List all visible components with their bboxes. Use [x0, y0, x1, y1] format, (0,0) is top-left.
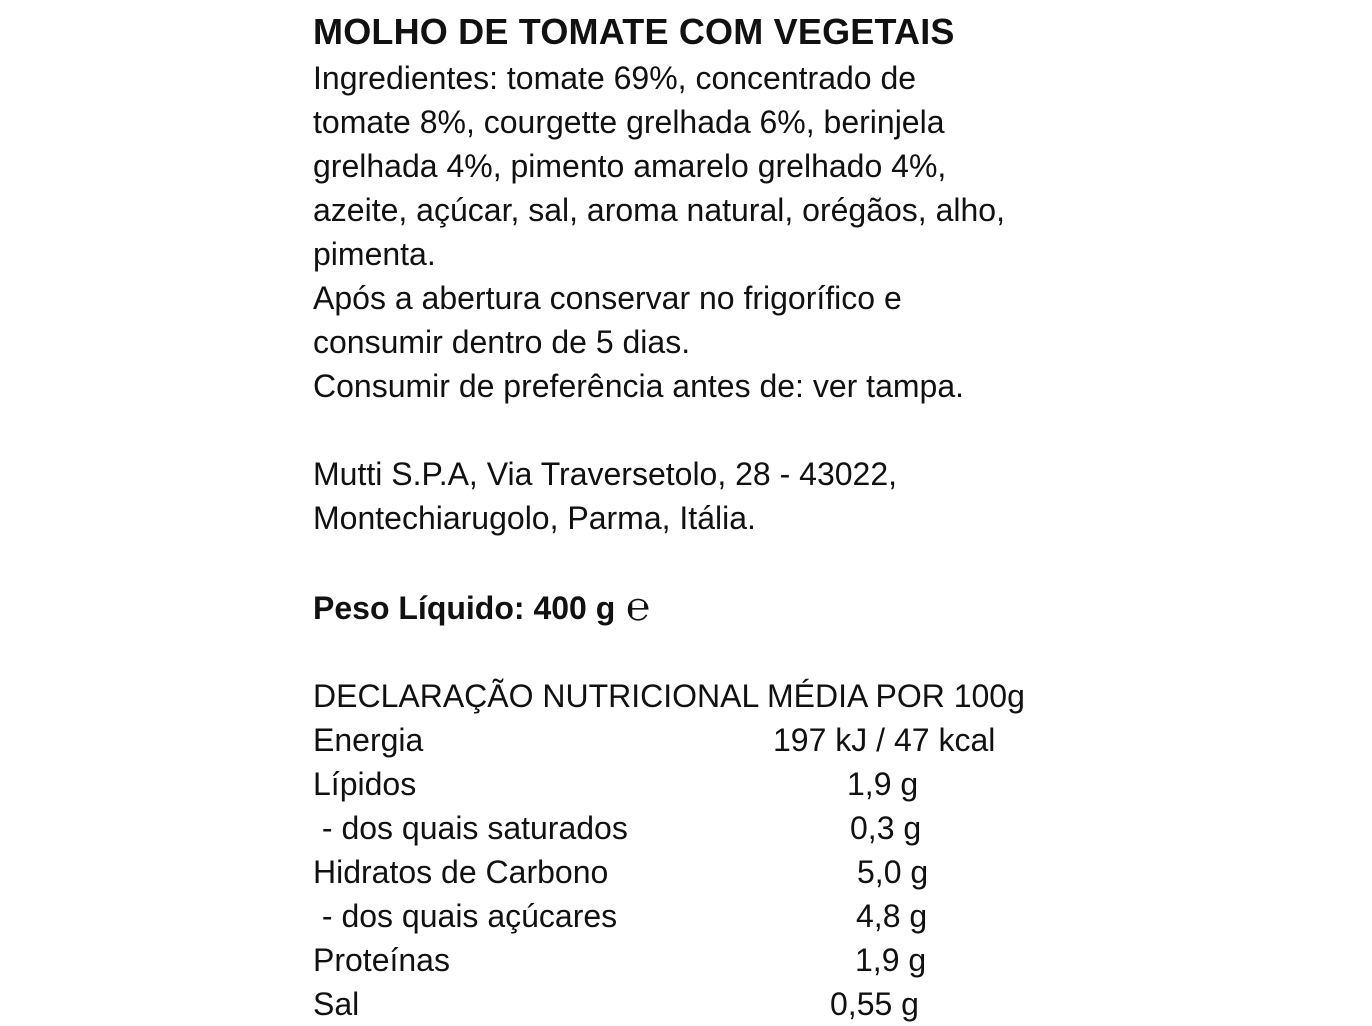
ingredients-line: Ingredientes: tomate 69%, concentrado de — [313, 60, 917, 96]
estimated-sign-icon: ℮ — [626, 585, 651, 629]
nutrient-name: Hidratos de Carbono — [313, 854, 609, 890]
nutrient-value: 0,55 g — [830, 986, 919, 1022]
nutrient-value: 0,3 g — [850, 810, 922, 846]
nutrient-value: 4,8 g — [856, 898, 928, 934]
nutrition-row-fat — [313, 762, 1093, 806]
nutrition-row-sugars — [313, 894, 1093, 938]
nutrient-name: Energia — [313, 722, 424, 758]
spacer — [313, 540, 1093, 584]
storage-line: Após a abertura conservar no frigorífico e — [313, 280, 902, 316]
ingredients-line: pimenta. — [313, 236, 436, 272]
product-label — [313, 8, 1093, 1026]
nutrient-name: Lípidos — [313, 766, 417, 802]
net-weight — [313, 584, 1093, 630]
ingredients-line: azeite, açúcar, sal, aroma natural, orégãos, alho, — [313, 192, 1005, 228]
nutrition-table — [313, 718, 1093, 1026]
nutrient-name: - dos quais açúcares — [313, 898, 618, 934]
ingredients-text — [313, 56, 1093, 276]
manufacturer-line: Mutti S.P.A, Via Traversetolo, 28 - 43022, — [313, 456, 898, 492]
product-title: MOLHO DE TOMATE COM VEGETAIS — [313, 11, 955, 52]
spacer — [313, 408, 1093, 452]
ingredients-line: tomate 8%, courgette grelhada 6%, berinjela — [313, 104, 945, 140]
nutrient-value: 197 kJ / 47 kcal — [773, 722, 996, 758]
nutrition-row-protein — [313, 938, 1093, 982]
nutrient-name: - dos quais saturados — [313, 810, 628, 846]
nutrition-row-saturated — [313, 806, 1093, 850]
spacer — [313, 630, 1093, 674]
nutrition-heading: DECLARAÇÃO NUTRICIONAL MÉDIA POR 100g — [313, 678, 1025, 714]
storage-instructions — [313, 276, 1093, 364]
nutrition-row-salt — [313, 982, 1093, 1026]
nutrient-value: 1,9 g — [847, 766, 919, 802]
nutrient-name: Sal — [313, 986, 360, 1022]
nutrition-row-carbohydrates — [313, 850, 1093, 894]
nutrient-value: 5,0 g — [857, 854, 929, 890]
manufacturer-line: Montechiarugolo, Parma, Itália. — [313, 500, 756, 536]
nutrient-value: 1,9 g — [855, 942, 927, 978]
nutrition-row-energy — [313, 718, 1093, 762]
ingredients-line: grelhada 4%, pimento amarelo grelhado 4%, — [313, 148, 947, 184]
storage-line: consumir dentro de 5 dias. — [313, 324, 691, 360]
net-weight-text: Peso Líquido: 400 g — [313, 590, 616, 626]
best-before-text — [313, 364, 1093, 408]
best-before-line: Consumir de preferência antes de: ver tampa. — [313, 368, 964, 404]
nutrient-name: Proteínas — [313, 942, 450, 978]
manufacturer-address — [313, 452, 1093, 540]
